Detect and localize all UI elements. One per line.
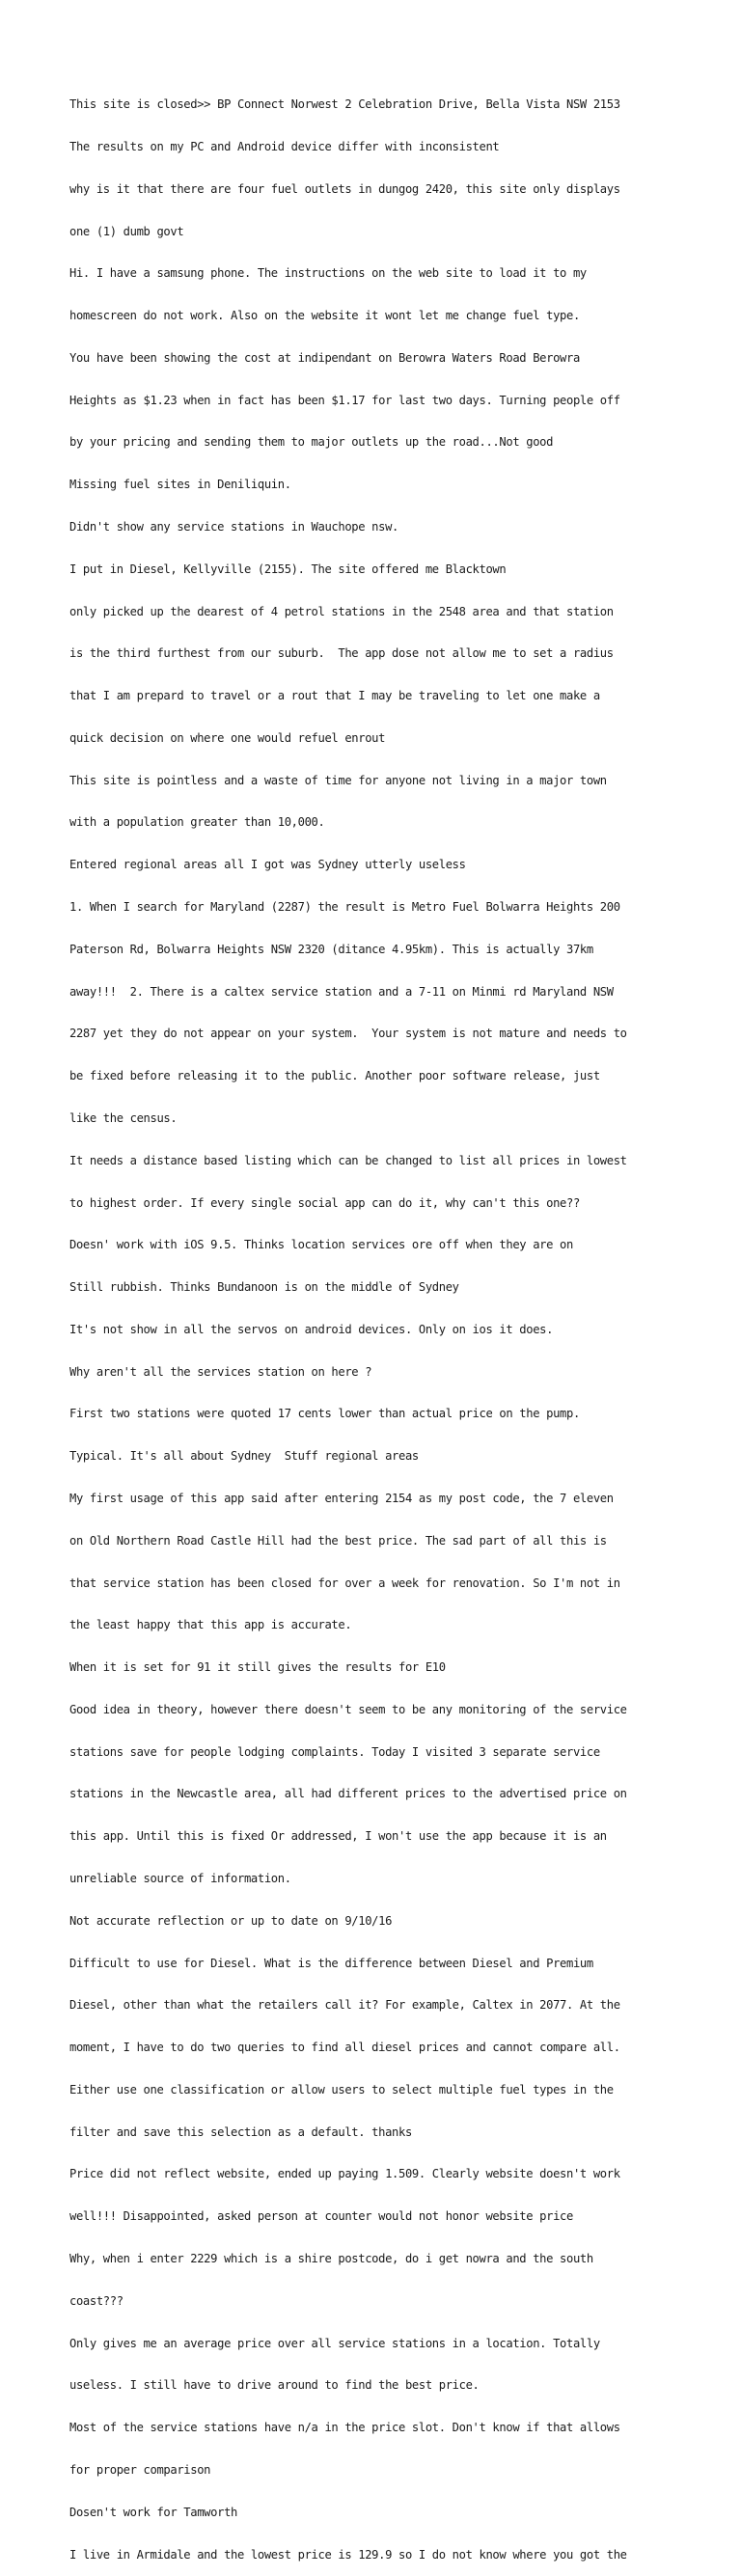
text-line: Paterson Rd, Bolwarra Heights NSW 2320 (ditance 4.95km). This is actually 37km (69, 942, 593, 956)
text-line: that service station has been closed for over a week for renovation. So I'm not in (69, 1576, 620, 1590)
text-line: Didn't show any service stations in Wauchope nsw. (69, 520, 399, 534)
text-line: to highest order. If every single social app can do it, why can't this one?? (69, 1195, 580, 1210)
text-line: be fixed before releasing it to the public. Another poor software release, just (69, 1069, 600, 1083)
text-line: Diesel, other than what the retailers call it? For example, Caltex in 2077. At the (69, 1998, 620, 2013)
text-line: Difficult to use for Diesel. What is the difference between Diesel and Premium (69, 1956, 593, 1970)
text-line: moment, I have to do two queries to find all diesel prices and cannot compare all. (69, 2041, 620, 2055)
text-line: one (1) dumb govt (69, 224, 184, 238)
text-line: filter and save this selection as a default. thanks (69, 2124, 412, 2139)
text-line: by your pricing and sending them to major outlets up the road...Not good (69, 435, 554, 450)
text-line: quick decision on where one would refuel enrout (69, 730, 386, 745)
text-line: This site is closed>> BP Connect Norwest 2 Celebration Drive, Bella Vista NSW 2153 (69, 97, 620, 112)
text-line: You have been showing the cost at indipendant on Berowra Waters Road Berowra (69, 350, 580, 365)
text-line: that I am prepard to travel or a rout that I may be traveling to let one make a (69, 689, 600, 703)
document-page (69, 69, 687, 2576)
text-line: useless. I still have to drive around to find the best price. (69, 2378, 480, 2393)
text-line: I put in Diesel, Kellyville (2155). The site offered me Blacktown (69, 562, 507, 576)
text-line: the least happy that this app is accurate. (69, 1618, 352, 1632)
text-line: The results on my PC and Android device differ with inconsistent (69, 139, 500, 153)
text-line: Most of the service stations have n/a in the price slot. Don't know if that allows (69, 2421, 620, 2435)
text-line: away!!! 2. There is a caltex service station and a 7-11 on Minmi rd Maryland NSW (69, 984, 614, 999)
text-line: unreliable source of information. (69, 1872, 291, 1885)
text-line: stations save for people lodging complaints. Today I visited 3 separate service (69, 1744, 600, 1759)
text-line: is the third furthest from our suburb. The app dose not allow me to set a radius (69, 646, 614, 661)
text-line: Missing fuel sites in Deniliquin. (69, 478, 291, 492)
text-line: Why aren't all the services station on here ? (69, 1364, 372, 1379)
text-line: Doesn' work with iOS 9.5. Thinks location services ore off when they are on (69, 1238, 573, 1252)
text-line: stations in the Newcastle area, all had different prices to the advertised price on (69, 1787, 627, 1801)
text-line: Only gives me an average price over all service stations in a location. Totally (69, 2336, 600, 2350)
text-line: First two stations were quoted 17 cents lower than actual price on the pump. (69, 1407, 580, 1421)
text-line: Not accurate reflection or up to date on 9/10/16 (69, 1913, 393, 1928)
text-line: Good idea in theory, however there doesn't seem to be any monitoring of the service (69, 1702, 627, 1716)
text-line: Hi. I have a samsung phone. The instructions on the web site to load it to my (69, 266, 587, 281)
text-line: When it is set for 91 it still gives the results for E10 (69, 1660, 446, 1675)
text-line: My first usage of this app said after entering 2154 as my post code, the 7 eleven (69, 1491, 614, 1505)
text-line: Still rubbish. Thinks Bundanoon is on the middle of Sydney (69, 1280, 459, 1295)
text-line: It's not show in all the servos on android devices. Only on ios it does. (69, 1322, 554, 1336)
text-line: with a population greater than 10,000. (69, 815, 325, 830)
text-line: Heights as $1.23 when in fact has been $1.17 for last two days. Turning people off (69, 393, 620, 407)
text-line: homescreen do not work. Also on the website it wont let me change fuel type. (69, 309, 580, 323)
text-line: Dosen't work for Tamworth (69, 2505, 237, 2519)
text-line: It needs a distance based listing which can be changed to list all prices in lowest (69, 1153, 627, 1167)
text-line: This site is pointless and a waste of time for anyone not living in a major town (69, 773, 607, 787)
text-line: Price did not reflect website, ended up paying 1.509. Clearly website doesn't work (69, 2167, 620, 2181)
text-line: well!!! Disappointed, asked person at counter would not honor website price (69, 2209, 573, 2224)
text-line: 2287 yet they do not appear on your system. Your system is not mature and needs to (69, 1027, 627, 1041)
text-line: like the census. (69, 1110, 178, 1125)
text-line: Why, when i enter 2229 which is a shire postcode, do i get nowra and the south (69, 2252, 593, 2266)
text-line: for proper comparison (69, 2462, 211, 2477)
text-line: why is it that there are four fuel outlets in dungog 2420, this site only displays (69, 181, 620, 196)
text-line: 1. When I search for Maryland (2287) the result is Metro Fuel Bolwarra Heights 200 (69, 900, 620, 915)
text-line: I live in Armidale and the lowest price is 129.9 so I do not know where you got the (69, 2547, 627, 2562)
text-line: Typical. It's all about Sydney Stuff regional areas (69, 1449, 419, 1464)
text-line: Either use one classification or allow users to select multiple fuel types in the (69, 2082, 614, 2096)
text-line: on Old Northern Road Castle Hill had the best price. The sad part of all this is (69, 1533, 607, 1548)
text-line: only picked up the dearest of 4 petrol stations in the 2548 area and that station (69, 604, 614, 618)
text-line: Entered regional areas all I got was Sydney utterly useless (69, 858, 466, 872)
text-line: coast??? (69, 2293, 124, 2308)
text-line: this app. Until this is fixed Or addressed, I won't use the app because it is an (69, 1829, 607, 1844)
